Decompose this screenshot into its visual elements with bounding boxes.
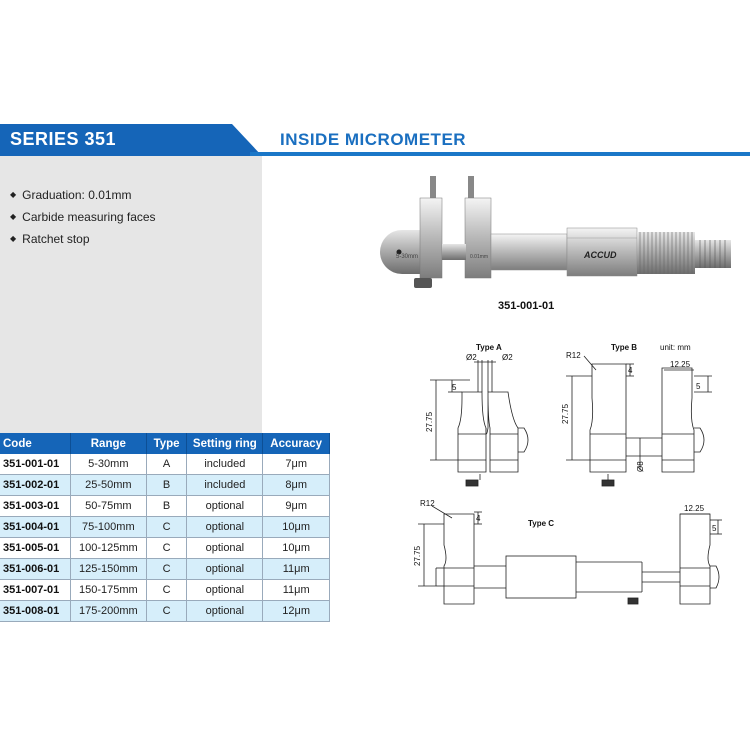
photo-caption: 351-001-01: [498, 300, 555, 312]
type-a-drawing: [430, 360, 528, 486]
feature-item: ◆ Graduation: 0.01mm: [10, 184, 156, 206]
table-row: 351-003-01 50-75mm B optional 9μm: [0, 496, 330, 517]
jaw-grad-text: 0.01mm: [470, 254, 489, 260]
col-header-type: Type: [146, 433, 187, 454]
col-header-setting-ring: Setting ring: [187, 433, 263, 454]
type-c-dim-width: 12.25: [684, 504, 705, 513]
type-c-radius: R12: [420, 499, 435, 508]
table-row: 351-008-01 175-200mm C optional 12μm: [0, 601, 330, 622]
type-c-dim-4: 4: [476, 514, 481, 523]
table-row: 351-007-01 150-175mm C optional 11μm: [0, 580, 330, 601]
type-a-dia-1: Ø2: [466, 353, 477, 362]
type-b-dim-width: 12.25: [670, 360, 691, 369]
diamond-bullet-icon: ◆: [10, 212, 17, 221]
type-b-radius: R12: [566, 351, 581, 360]
table-row: 351-002-01 25-50mm B included 8μm: [0, 475, 330, 496]
product-title: INSIDE MICROMETER: [280, 130, 467, 149]
feature-item: ◆ Carbide measuring faces: [10, 206, 156, 228]
diamond-bullet-icon: ◆: [10, 190, 17, 199]
table-row: 351-006-01 125-150mm C optional 11μm: [0, 559, 330, 580]
type-c-dim-5: 5: [712, 524, 717, 533]
type-c-dim-len: 27.75: [413, 545, 422, 566]
type-a-dim-5: 5: [452, 383, 457, 392]
series-title: SERIES 351: [10, 129, 117, 149]
type-b-dim-4: 4: [628, 366, 633, 375]
type-b-dim-len: 27.75: [561, 403, 570, 424]
jaw-range-text: 5-30mm: [396, 254, 419, 260]
type-c-label: Type C: [528, 519, 555, 528]
table-row: 351-004-01 75-100mm C optional 10μm: [0, 517, 330, 538]
type-a-dia-2: Ø2: [502, 353, 513, 362]
type-c-drawing: [418, 506, 722, 604]
col-header-range: Range: [70, 433, 146, 454]
col-header-accuracy: Accuracy: [263, 433, 330, 454]
brand-logo: ACCUD: [584, 250, 617, 260]
col-header-code: Code: [0, 433, 70, 454]
type-a-label: Type A: [476, 343, 502, 352]
type-b-dim-dia: Ø8: [636, 461, 645, 472]
table-row: 351-005-01 100-125mm C optional 10μm: [0, 538, 330, 559]
type-b-dim-5: 5: [696, 382, 701, 391]
type-a-dim-len: 27.75: [425, 411, 434, 432]
feature-item: ◆ Ratchet stop: [10, 228, 156, 250]
unit-label: unit: mm: [660, 343, 691, 352]
diamond-bullet-icon: ◆: [10, 234, 17, 243]
type-b-label: Type B: [611, 343, 638, 352]
table-row: 351-001-01 5-30mm A included 7μm: [0, 454, 330, 475]
